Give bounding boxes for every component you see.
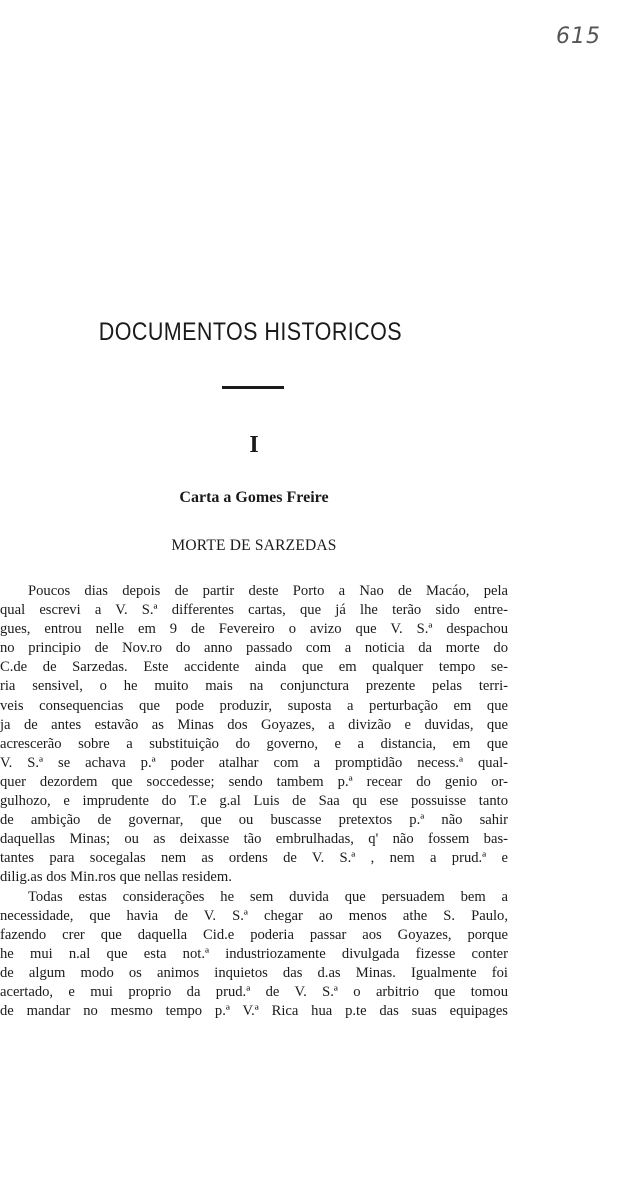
body-line: gues, entrou nelle em 9 de Fevereiro o avizo que V. S.ª despachou [0, 621, 508, 638]
body-line: veis consequencias que pode produzir, suposta a perturbação em que [0, 697, 508, 714]
body-line: de ambição de governar, que ou buscasse pretextos p.ª não sahir [0, 812, 508, 829]
page-number: 615 [556, 24, 601, 49]
body-line: daquellas Minas; ou as deixasse tão embrulhadas, q' não fossem bas- [0, 831, 508, 848]
body-line: necessidade, que havia de V. S.ª chegar ao menos athe S. Paulo, [0, 907, 508, 924]
body-line: no principio de Nov.ro do anno passado com a noticia da morte do [0, 640, 508, 657]
letter-body [0, 582, 508, 1021]
body-line: qual escrevi a V. S.ª differentes cartas, que já lhe terão sido entre- [0, 602, 508, 619]
body-line: fazendo crer que daquella Cid.e poderia passar aos Goyazes, porque [0, 926, 508, 943]
body-line: C.de de Sarzedas. Este accidente ainda que em qualquer tempo se- [0, 659, 508, 676]
body-line: quer dezordem que soccedesse; sendo tambem p.ª recear do genio or- [0, 773, 508, 790]
section-numeral: I [249, 432, 259, 458]
body-line: Todas estas considerações he sem duvida que persuadem bem a [28, 888, 508, 905]
body-line: he mui n.al que esta not.ª industriozamente divulgada fizesse conter [0, 945, 508, 962]
document-title: DOCUMENTOS HISTORICOS [98, 318, 403, 346]
body-line: de algum modo os animos inquietos das d.as Minas. Igualmente foi [0, 964, 508, 981]
body-line: de mandar no mesmo tempo p.ª V.ª Rica hua p.te das suas equipages [0, 1003, 508, 1020]
body-line: tantes para socegalas nem as ordens de V. S.ª , nem a prud.ª e [0, 850, 508, 867]
body-line: dilig.as dos Min.ros que nellas residem. [0, 869, 232, 886]
letter-subtitle: MORTE DE SARZEDAS [171, 537, 337, 554]
body-line: acrescerão sobre a substituição do governo, e a distancia, em que [0, 735, 508, 752]
body-line: Poucos dias depois de partir deste Porto a Nao de Macáo, pela [28, 583, 508, 599]
body-line: acertado, e mui proprio da prud.ª de V. S.ª o arbitrio que tomou [0, 983, 508, 1000]
body-line: ria sensivel, o he muito mais na conjunctura prezente pelas terri- [0, 678, 508, 695]
body-line: gulhozo, e imprudente do T.e g.al Luis de Saa qu ese possuisse tanto [0, 793, 508, 810]
body-line: V. S.ª se achava p.ª poder atalhar com a promptidão necess.ª qual- [0, 754, 508, 771]
body-line: ja de antes estavão as Minas dos Goyazes, a divizão e duvidas, que [0, 716, 508, 733]
letter-heading: Carta a Gomes Freire [179, 489, 329, 506]
title-divider [222, 386, 284, 389]
